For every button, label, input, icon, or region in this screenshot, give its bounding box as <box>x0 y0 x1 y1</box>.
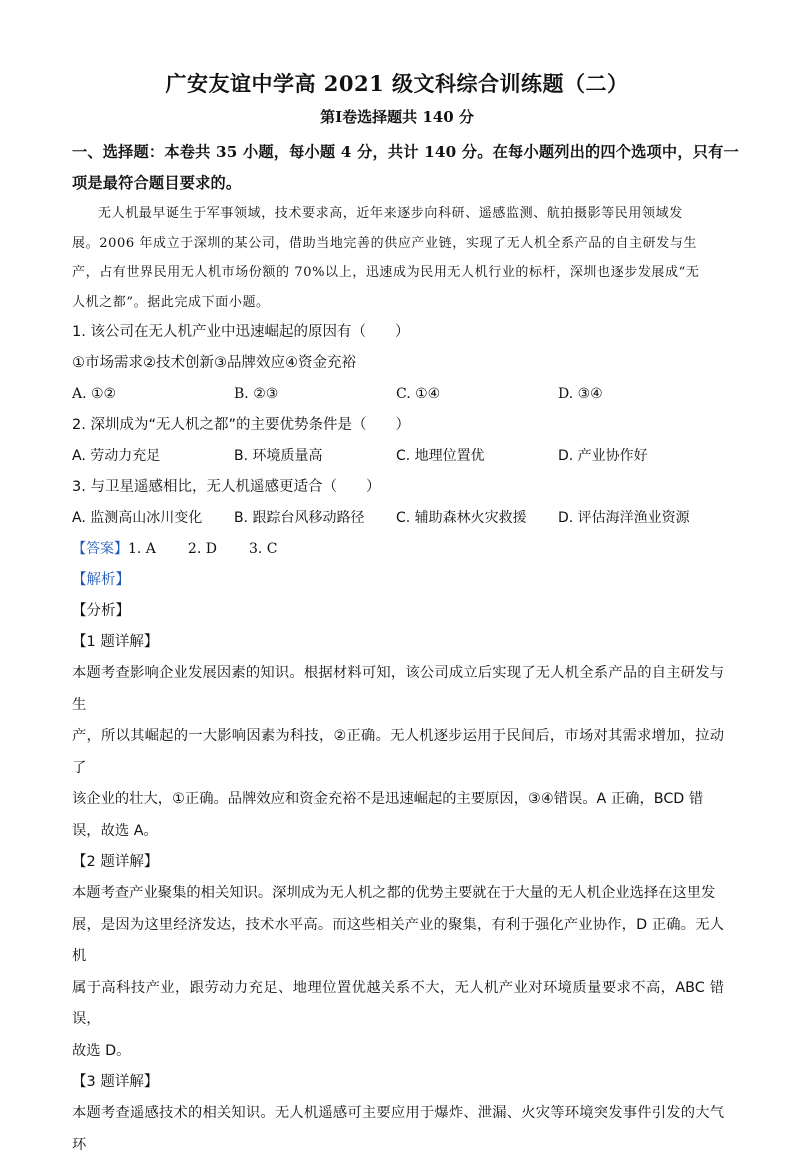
option-a: A. ①② <box>72 386 117 402</box>
document-body <box>72 137 739 1161</box>
option-d: D. ③④ <box>558 386 603 402</box>
option-row <box>72 441 724 472</box>
detail-1-line: 产，所以其崛起的一大影响因素为科技，②正确。无人机逐步运用于民间后，市场对其需求增加，拉动了 <box>72 728 724 776</box>
section-instructions-line-1: 一、选择题：本卷共 35 小题，每小题 4 分，共计 140 分。在每小题列出的四个选项中，只有一 <box>72 143 739 161</box>
answer-value: 2. D <box>187 541 217 557</box>
option-a: A. 监测高山冰川变化 <box>72 510 203 526</box>
passage-line: 展。2006 年成立于深圳的某公司，借助当地完善的供应产业链，实现了无人机全系产品的自主研发与生 <box>72 235 698 251</box>
detail-2-line: 属于高科技产业，跟劳动力充足、地理位置优越关系不大，无人机产业对环境质量要求不高，ABC 错误， <box>72 979 724 1027</box>
passage-line: 人机之都”。据此完成下面小题。 <box>72 294 270 310</box>
answer-line <box>72 534 724 565</box>
option-b: B. 跟踪台风移动路径 <box>234 510 365 526</box>
analysis-tag: 【解析】 <box>72 572 130 588</box>
section-subtitle: 第Ⅰ卷选择题共 140 分 <box>320 108 474 126</box>
answer-tag: 【答案】 <box>72 541 128 557</box>
option-c: C. ①④ <box>396 386 441 402</box>
answer-value: 1. A <box>128 541 156 557</box>
passage-line: 无人机最早诞生于军事领域，技术要求高，近年来逐步向科研、遥感监测、航拍摄影等民用领域发 <box>98 206 683 221</box>
question-1 <box>72 317 724 410</box>
question-statements: ①市场需求②技术创新③品牌效应④资金充裕 <box>72 355 356 371</box>
reading-passage <box>72 199 724 317</box>
answer-value: 3. C <box>248 541 278 557</box>
detail-2-tag: 【2 题详解】 <box>72 854 159 870</box>
option-b: B. ②③ <box>234 386 279 402</box>
option-a: A. 劳动力充足 <box>72 448 161 464</box>
overview-tag: 【分析】 <box>72 603 130 619</box>
question-2 <box>72 410 724 472</box>
question-3 <box>72 472 724 534</box>
answer-values <box>128 541 310 557</box>
option-row <box>72 379 724 410</box>
passage-line: 产，占有世界民用无人机市场份额的 70%以上，迅速成为民用无人机行业的标杆，深圳也逐步发展成“无 <box>72 265 700 280</box>
detail-3-tag: 【3 题详解】 <box>72 1074 159 1090</box>
section-instructions-line-2: 项是最符合题目要求的。 <box>72 174 242 192</box>
option-c: C. 地理位置优 <box>396 448 485 464</box>
option-b: B. 环境质量高 <box>234 448 323 464</box>
detail-2-line: 展，是因为这里经济发达，技术水平高。而这些相关产业的聚集，有利于强化产业协作，D 正确。无人机 <box>72 916 724 964</box>
page-title: 广安友谊中学高 2021 级文科综合训练题（二） <box>165 71 629 96</box>
detail-3-line: 本题考查遥感技术的相关知识。无人机遥感可主要应用于爆炸、泄漏、火灾等环境突发事件引发的大气环 <box>72 1105 724 1153</box>
option-d: D. 评估海洋渔业资源 <box>558 510 690 526</box>
detail-1-line: 本题考查影响企业发展因素的知识。根据材料可知，该公司成立后实现了无人机全系产品的自主研发与生 <box>72 665 724 713</box>
detail-1-line: 误，故选 A。 <box>72 822 158 839</box>
question-stem: 1. 该公司在无人机产业中迅速崛起的原因有（ ） <box>72 324 410 340</box>
detail-1-line: 该企业的壮大，①正确。品牌效应和资金充裕不是迅速崛起的主要原因，③④错误。A 正确，BCD 错 <box>72 791 704 807</box>
question-stem: 2. 深圳成为“无人机之都”的主要优势条件是（ ） <box>72 417 410 433</box>
option-c: C. 辅助森林火灾救援 <box>396 510 527 526</box>
detail-1-tag: 【1 题详解】 <box>72 634 159 650</box>
detail-2-line: 本题考查产业聚集的相关知识。深圳成为无人机之都的优势主要就在于大量的无人机企业选择在这里发 <box>72 885 716 901</box>
detail-2-line: 故选 D。 <box>72 1042 131 1059</box>
question-stem: 3. 与卫星遥感相比，无人机遥感更适合（ ） <box>72 479 381 495</box>
option-row <box>72 503 724 534</box>
option-d: D. 产业协作好 <box>558 448 648 464</box>
